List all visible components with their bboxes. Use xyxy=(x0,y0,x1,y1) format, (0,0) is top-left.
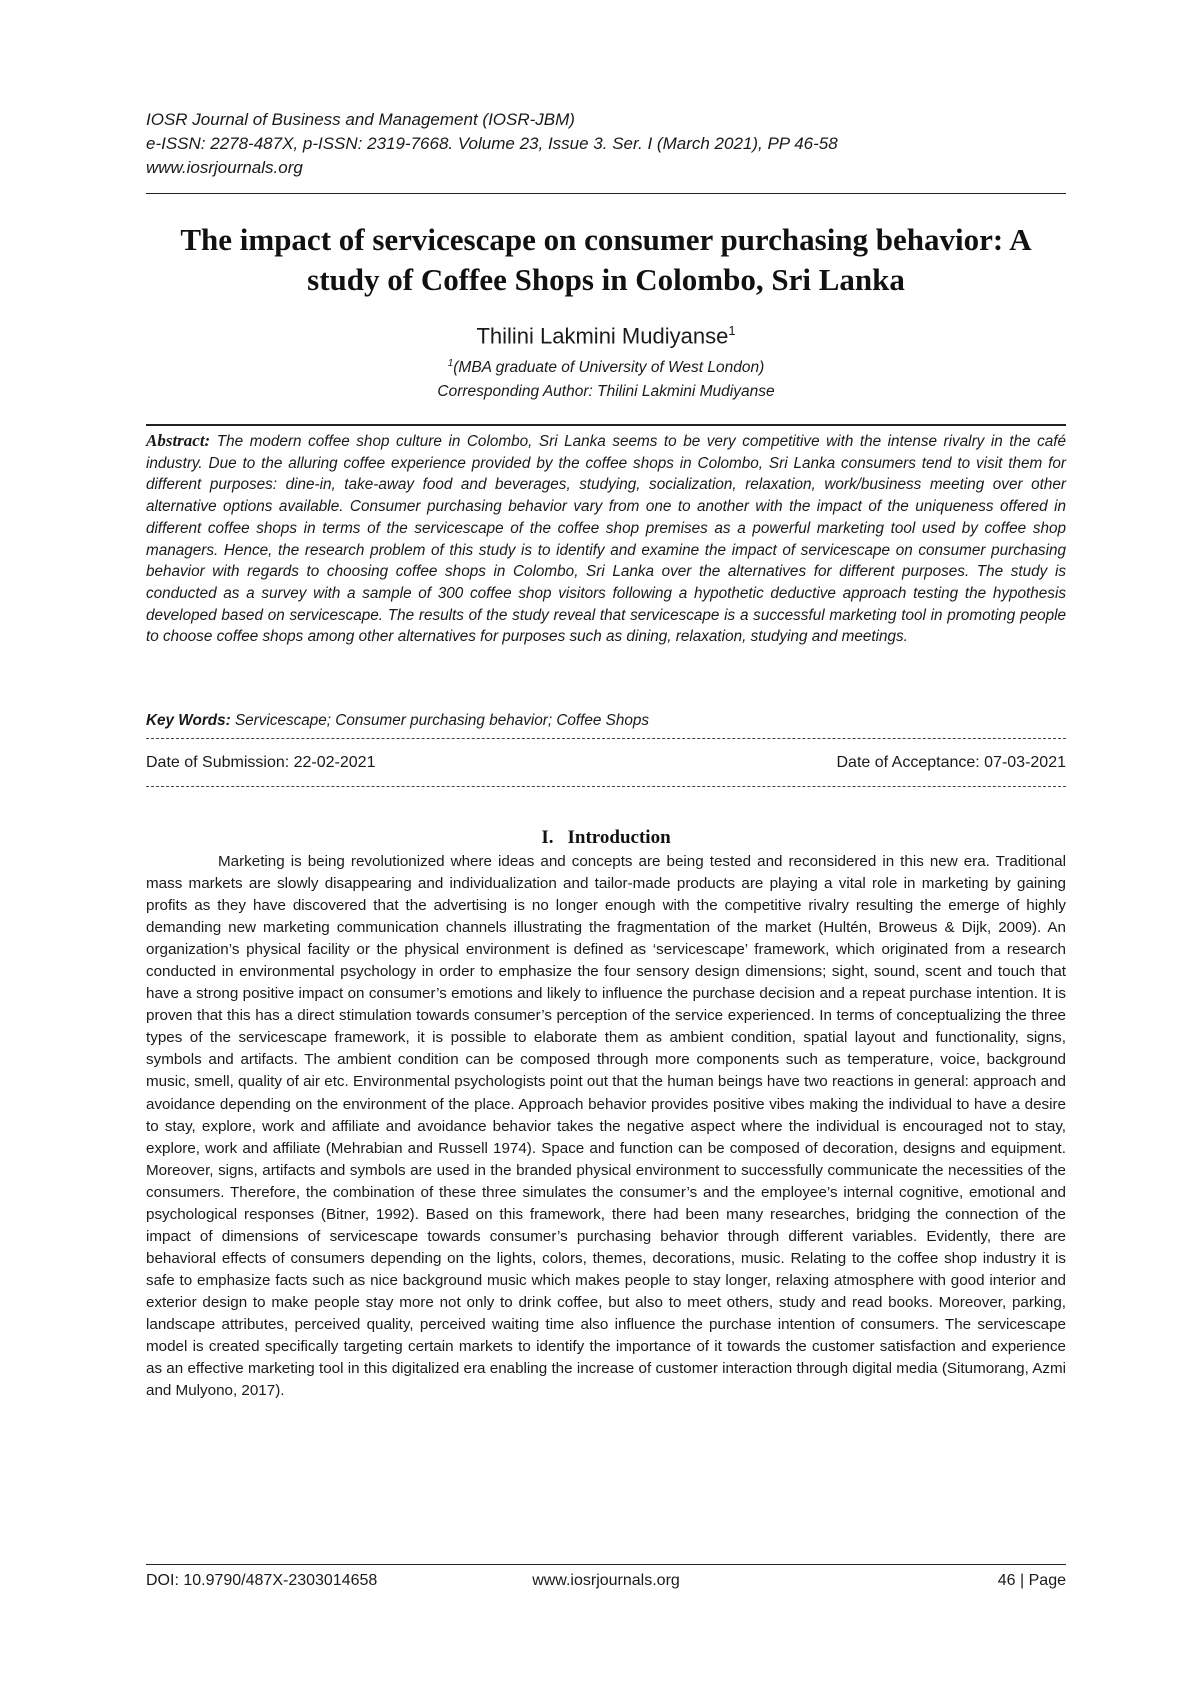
footer-page-number: 46 | Page xyxy=(997,1572,1066,1589)
dashed-divider-bottom xyxy=(146,786,1066,787)
abstract-rule xyxy=(146,424,1066,426)
corresponding-author: Corresponding Author: Thilini Lakmini Mudiyanse xyxy=(437,383,775,401)
keywords xyxy=(146,710,1066,732)
acceptance-date: Date of Acceptance: 07-03-2021 xyxy=(836,754,1066,771)
title-line-2: study of Coffee Shops in Colombo, Sri Lanka xyxy=(307,262,905,297)
abstract xyxy=(146,430,1066,648)
header-rule xyxy=(146,193,1066,194)
issn-line: e-ISSN: 2278-487X, p-ISSN: 2319-7668. Volume 23, Issue 3. Ser. I (March 2021), PP 46-58 xyxy=(146,134,838,153)
keywords-text: Servicescape; Consumer purchasing behavior; Coffee Shops xyxy=(234,712,650,729)
section-title: Introduction xyxy=(567,827,671,848)
author-name-line xyxy=(146,318,1066,349)
affiliation-superscript: 1 xyxy=(447,358,454,369)
title-line-1: The impact of servicescape on consumer purchasing behavior: A xyxy=(180,222,1032,257)
author-superscript: 1 xyxy=(728,323,736,338)
section-heading xyxy=(146,826,1066,850)
journal-name: IOSR Journal of Business and Management (IOSR-JBM) xyxy=(146,110,575,129)
paper-title xyxy=(140,220,1072,300)
footer-website: www.iosrjournals.org xyxy=(532,1572,680,1589)
footer-rule xyxy=(146,1564,1066,1565)
dashed-divider-top xyxy=(146,738,1066,739)
section-number: I. xyxy=(541,827,554,848)
affiliation-block xyxy=(146,352,1066,404)
affiliation xyxy=(146,352,1066,380)
affiliation-text: (MBA graduate of University of West London) xyxy=(453,359,765,377)
footer-doi: DOI: 10.9790/487X-2303014658 xyxy=(146,1572,378,1589)
keywords-label: Key Words: xyxy=(146,712,231,729)
journal-header xyxy=(146,108,1066,180)
abstract-label: Abstract: xyxy=(146,431,211,450)
author-name: Thilini Lakmini Mudiyanse xyxy=(476,323,729,349)
abstract-text: The modern coffee shop culture in Colombo, Sri Lanka seems to be very competitive with the intense rivalry in the café industry. Due to the alluring coffee experience provided by the coffee shops in Colombo, Sri Lanka consumers tend to visit them for different purposes: dine-in, take-away food and beverages, studying, socialization, relaxation, work/business meeting over other alternative options available. Consumer purchasing behavior vary from one to another with the impact of the uniqueness offered in different coffee shops in terms of the servicescape of the coffee shop premises as a powerful marketing tool used by coffee shop managers. Hence, the research problem of this study is to identify and examine the impact of servicescape on consumer purchasing behavior with regards to choosing coffee shops in Colombo, Sri Lanka over the alternatives for different purposes. The study is conducted as a survey with a sample of 300 coffee shop visitors following a hypothetic deductive approach testing the hypothesis developed based on servicescape. The results of the study reveal that servicescape is a successful marketing tool in promoting people to choose coffee shops among other alternatives for purposes such as dining, relaxation, studying and meetings. xyxy=(146,433,1067,646)
journal-website: www.iosrjournals.org xyxy=(146,158,303,177)
introduction-paragraph: Marketing is being revolutionized where ideas and concepts are being tested and reconsidered in this new era. Traditional mass markets are slowly disappearing and individualization and tailor-made products are playing a vital role in marketing by gaining profits as they have discovered that the advertising is no longer enough with the competitive rivalry resulting the emerge of highly demanding new marketing communication channels illustrating the fragmentation of the market (Hultén, Broweus & Dijk, 2009). An organization’s physical facility or the physical environment is defined as ‘servicescape’ framework, which originated from a research conducted in environmental psychology in order to emphasize the four sensory design dimensions; sight, sound, scent and touch that have a strong positive impact on consumer’s emotions and likely to influence the purchase decision and a repeat purchase intention. It is proven that this has a direct stimulation towards consumer’s perception of the service experienced. In terms of conceptualizing the three types of the servicescape framework, it is possible to elaborate them as ambient condition, spatial layout and functionality, signs, symbols and artifacts. The ambient condition can be composed through more components such as temperature, voice, background music, smell, quality of air etc. Environmental psychologists point out that the human beings have two reactions in general: approach and avoidance depending on the environment of the place. Approach behavior provides positive vibes making the individual to have a desire to stay, explore, work and affiliate and avoidance behavior takes the negative aspect where the individual is encouraged not to stay, explore, work and affiliate (Mehrabian and Russell 1974). Space and function can be composed of decoration, designs and equipment. Moreover, signs, artifacts and symbols are used in the branded physical environment to successfully communicate the necessities of the consumers. Therefore, the combination of these three simulates the consumer’s and the employee’s internal cognitive, emotional and psychological responses (Bitner, 1992). Based on this framework, there had been many researches, bridging the connection of the impact of dimensions of servicescape towards consumer’s purchasing behavior through different variables. Evidently, there are behavioral effects of consumers depending on the lights, colors, themes, decorations, music. Relating to the coffee shop industry it is safe to emphasize facts such as nice background music which makes people to stay longer, relaxing atmosphere with good interior and exterior design to make people stay more not only to drink coffee, but also to meet others, study and read books. Moreover, parking, landscape attributes, perceived quality, perceived waiting time also influence the purchase intention of consumers. The servicescape model is created specifically targeting certain markets to identify the importance of it towards the customer satisfaction and experience as an effective marketing tool in this digitalized era enabling the increase of customer interaction through digital media (Situmorang, Azmi and Mulyono, 2017). xyxy=(146,853,1066,1400)
submission-date: Date of Submission: 22-02-2021 xyxy=(146,754,376,771)
